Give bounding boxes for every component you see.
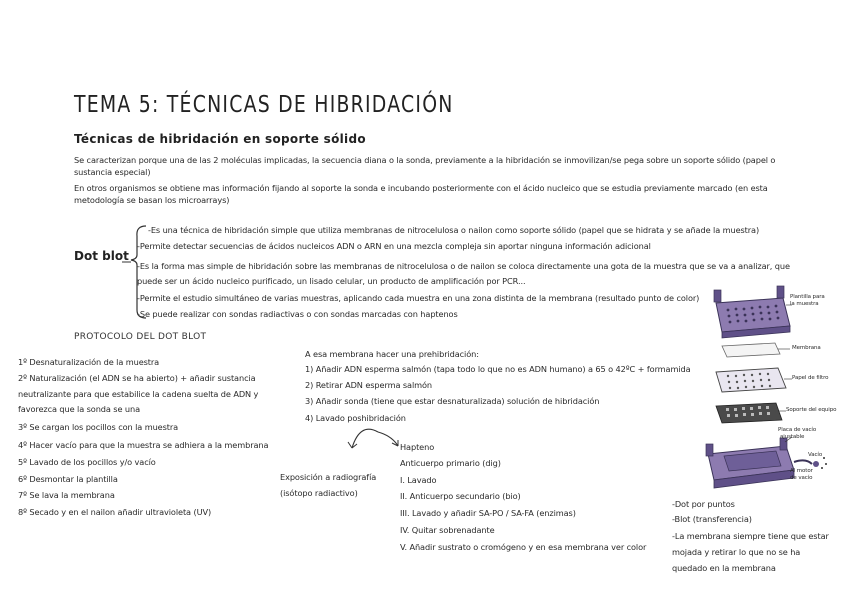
- note-line: quedado en la membrana: [672, 563, 776, 573]
- figure-label: Al motor: [790, 468, 813, 474]
- figure-label: ajustable: [780, 434, 805, 440]
- dot-blot-line: -Permite detectar secuencias de ácidos nucleicos ADN o ARN en una mezcla compleja sin aportar ninguna información adicional: [137, 241, 651, 251]
- equipment-support: [716, 403, 782, 423]
- membrane-intro: A esa membrana hacer una prehibridación:: [305, 349, 479, 359]
- protocol-step: 5º Lavado de los pocillos y/o vacío: [18, 457, 156, 467]
- dot-blot-line: puede ser un ácido nucleico purificado, un lisado celular, un producto de amplificación por PCR...: [137, 276, 526, 286]
- note-line: -Dot por puntos: [672, 499, 735, 509]
- dot-blot-line: -Es una técnica de hibridación simple que utiliza membranas de nitrocelulosa o nailon como soporte sólido (papel que se hidrata y se añade la muestra): [148, 225, 760, 235]
- membrane-sheet: [722, 343, 780, 357]
- figure-label: de vacío: [790, 475, 813, 481]
- figure-label: Plantilla para: [790, 294, 825, 300]
- dot-blot-line: -Permite el estudio simultáneo de varias muestras, aplicando cada muestra en una zona distinta de la membrana (resultado punto de color): [137, 293, 700, 303]
- protocol-step: 6º Desmontar la plantilla: [18, 474, 118, 484]
- figure-label: Membrana: [792, 345, 821, 351]
- hapteno-step: V. Añadir sustrato o cromógeno y en esa membrana ver color: [400, 542, 647, 552]
- dot-blot-label: Dot blot: [74, 249, 129, 263]
- membrane-step: 1) Añadir ADN esperma salmón (tapa todo lo que no es ADN humano) a 65 o 42ºC + formamida: [305, 364, 691, 374]
- figure-label: Papel de filtro: [792, 375, 829, 381]
- radiography-text: Exposición a radiografía: [280, 472, 377, 482]
- filter-paper-plate: [716, 368, 786, 392]
- protocol-step: favorezca que la sonda se una: [18, 404, 140, 414]
- membrane-step: 2) Retirar ADN esperma salmón: [305, 380, 433, 390]
- note-line: -Blot (transferencia): [672, 514, 752, 524]
- protocol-step: 2º Naturalización (el ADN se ha abierto) + añadir sustancia: [18, 373, 256, 383]
- membrane-step: 4) Lavado poshibridación: [305, 413, 406, 423]
- figure-label: Placa de vacío: [778, 427, 817, 433]
- protocol-step: 8º Secado y en el nailon añadir ultravioleta (UV): [18, 507, 212, 517]
- sample-template-plate: [714, 286, 790, 338]
- note-line: -La membrana siempre tiene que estar: [672, 531, 829, 541]
- hapteno-step: II. Anticuerpo secundario (bio): [400, 491, 521, 501]
- membrane-step: 3) Añadir sonda (tiene que estar desnaturalizada) solución de hibridación: [305, 396, 600, 406]
- hapteno-step: III. Lavado y añadir SA-PO / SA-FA (enzimas): [400, 508, 576, 518]
- page-title: TEMA 5: TÉCNICAS DE HIBRIDACIÓN: [74, 92, 454, 118]
- dot-blot-line: -Se puede realizar con sondas radiactivas o con sondas marcadas con haptenos: [137, 309, 458, 319]
- hapteno-step: Anticuerpo primario (dig): [400, 458, 501, 468]
- protocol-step: 3º Se cargan los pocillos con la muestra: [18, 422, 179, 432]
- protocol-step: 4º Hacer vacío para que la muestra se adhiera a la membrana: [18, 440, 269, 450]
- protocol-step: 7º Se lava la membrana: [18, 490, 115, 500]
- hapteno-step: IV. Quitar sobrenadante: [400, 525, 495, 535]
- hapteno-heading: Hapteno: [400, 442, 435, 452]
- figure-label: Soporte del equipo: [786, 407, 837, 413]
- intro-line: sustancia especial): [74, 167, 151, 177]
- note-line: mojada y retirar lo que no se ha: [672, 547, 801, 557]
- section-subtitle: Técnicas de hibridación en soporte sólido: [74, 132, 366, 146]
- protocol-step: 1º Desnaturalización de la muestra: [18, 357, 160, 367]
- protocol-step: neutralizante para que estabilice la cadena suelta de ADN y: [18, 389, 259, 399]
- hapteno-step: I. Lavado: [400, 475, 437, 485]
- figure-label: Vacío: [808, 452, 823, 458]
- dot-blot-line: -Es la forma mas simple de hibridación sobre las membranas de nitrocelulosa o de nailon se coloca directamente una gota de la muestra que se va a analizar, que: [137, 261, 790, 271]
- intro-line: metodología se basan los microarrays): [74, 195, 230, 205]
- figure-label: la muestra: [790, 301, 819, 307]
- intro-line: Se caracterizan porque una de las 2 moléculas implicadas, la secuencia diana o la sonda, previamente a la hibridación se inmovilizan/se pega sobre un soporte sólido (papel o: [74, 155, 776, 165]
- radiography-note: (isótopo radiactivo): [280, 488, 358, 498]
- intro-line: En otros organismos se obtiene mas información fijando al soporte la sonda e incubando posteriormente con el ácido nucleico que se estudia previamente marcado (en esta: [74, 183, 768, 193]
- protocol-heading: PROTOCOLO DEL DOT BLOT: [74, 332, 207, 342]
